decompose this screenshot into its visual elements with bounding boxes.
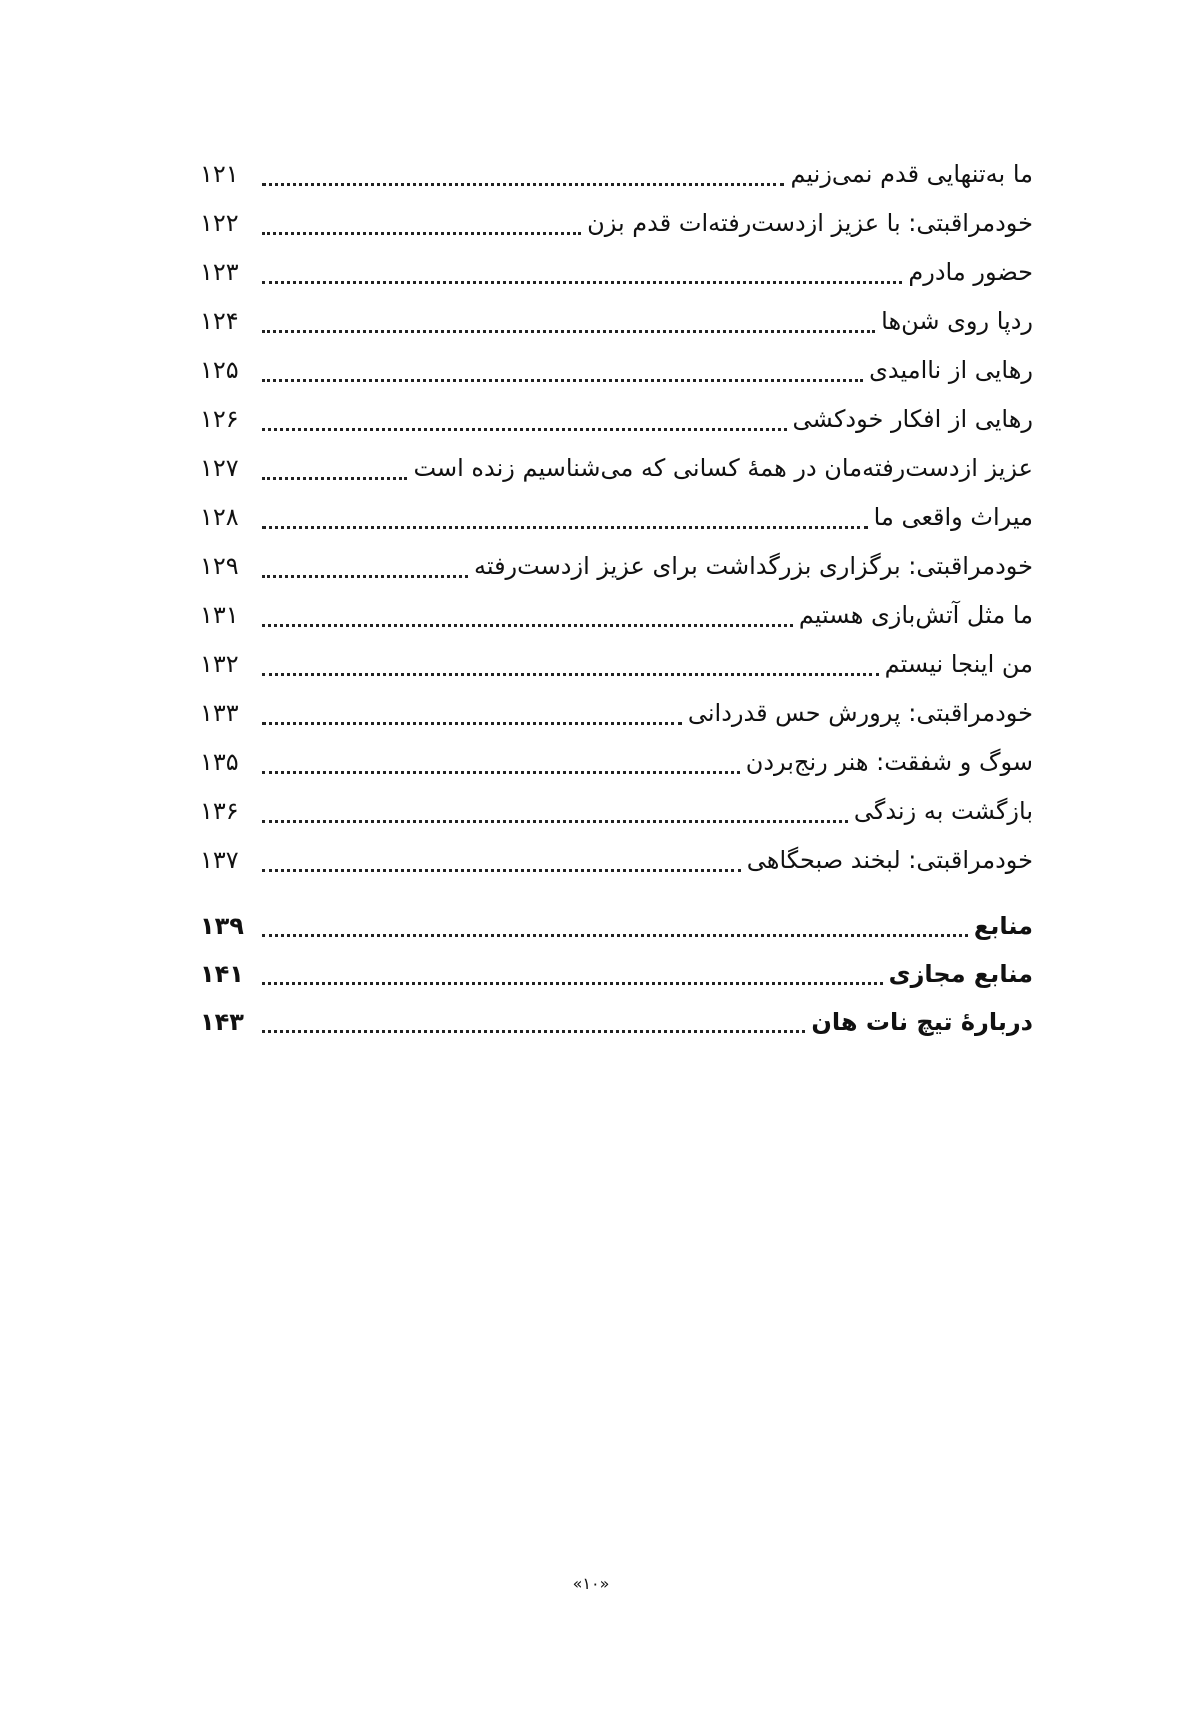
toc-entry-title: دربارهٔ تیچ نات هان — [811, 1008, 1033, 1036]
toc-entry-page: ۱۲۱ — [200, 160, 239, 188]
toc-entry-title: منابع مجازی — [888, 960, 1033, 988]
toc-entry-title: خودمراقبتی: پرورش حس قدردانی — [687, 699, 1033, 727]
toc-entry-page: ۱۲۵ — [200, 356, 239, 384]
dot-leader — [262, 477, 407, 480]
toc-entry-page: ۱۳۳ — [200, 699, 239, 727]
toc-entry[interactable] — [200, 791, 1033, 840]
toc-entry-title: خودمراقبتی: لبخند صبحگاهی — [746, 846, 1033, 874]
toc-entry[interactable] — [200, 448, 1033, 497]
toc-entry-title: رهایی از ناامیدی — [869, 356, 1033, 384]
toc-entry[interactable] — [200, 693, 1033, 742]
toc-entry-title: بازگشت به زندگی — [853, 797, 1033, 825]
toc-entry-title: حضور مادرم — [908, 258, 1033, 286]
dot-leader — [262, 232, 581, 235]
toc-entry-title: منابع — [973, 912, 1033, 940]
toc-section-entry[interactable] — [200, 954, 1033, 1002]
toc-entry-page: ۱۲۸ — [200, 503, 239, 531]
dot-leader — [262, 869, 741, 872]
toc-entry[interactable] — [200, 595, 1033, 644]
toc-entry-title: ما به‌تنهایی قدم نمی‌زنیم — [790, 160, 1033, 188]
toc-entry-page: ۱۲۷ — [200, 454, 239, 482]
toc-entry-page: ۱۲۲ — [200, 209, 239, 237]
toc-section-entry[interactable] — [200, 906, 1033, 954]
toc-entry[interactable] — [200, 399, 1033, 448]
toc-entry-title: خودمراقبتی: با عزیز ازدست‌رفته‌ات قدم بزن — [587, 209, 1033, 237]
toc-entry[interactable] — [200, 252, 1033, 301]
toc-entry-title: ردپا روی شن‌ها — [881, 307, 1033, 335]
page-number: «۱۰» — [572, 1574, 610, 1593]
toc-entry-page: ۱۳۵ — [200, 748, 239, 776]
dot-leader — [262, 1030, 805, 1033]
toc-entry[interactable] — [200, 742, 1033, 791]
dot-leader — [262, 934, 968, 937]
toc-entry[interactable] — [200, 301, 1033, 350]
toc-entry[interactable] — [200, 203, 1033, 252]
dot-leader — [262, 526, 868, 529]
dot-leader — [262, 379, 863, 382]
toc-entry-page: ۱۲۴ — [200, 307, 239, 335]
toc-entry-page: ۱۴۳ — [200, 1008, 244, 1036]
dot-leader — [262, 281, 902, 284]
table-of-contents — [200, 154, 1033, 1050]
dot-leader — [262, 982, 883, 985]
toc-entry-page: ۱۳۲ — [200, 650, 239, 678]
toc-entry[interactable] — [200, 497, 1033, 546]
toc-section-entry[interactable] — [200, 1002, 1033, 1050]
toc-entry-page: ۱۳۶ — [200, 797, 239, 825]
toc-entry-page: ۱۳۹ — [200, 912, 244, 940]
dot-leader — [262, 673, 879, 676]
toc-entry[interactable] — [200, 546, 1033, 595]
toc-entry-page: ۱۲۹ — [200, 552, 239, 580]
toc-entry-page: ۱۲۶ — [200, 405, 239, 433]
toc-entry[interactable] — [200, 154, 1033, 203]
toc-entry-title: رهایی از افکار خودکشی — [792, 405, 1033, 433]
section-gap — [200, 889, 1033, 906]
toc-entry-title: خودمراقبتی: برگزاری بزرگداشت برای عزیز ازدست‌رفته — [473, 552, 1033, 580]
toc-entry-title: ما مثل آتش‌بازی هستیم — [798, 601, 1033, 629]
toc-entry-page: ۱۲۳ — [200, 258, 239, 286]
toc-entry-title: عزیز ازدست‌رفته‌مان در همهٔ کسانی که می‌شناسیم زنده است — [413, 454, 1033, 482]
dot-leader — [262, 183, 784, 186]
toc-entry[interactable] — [200, 644, 1033, 693]
dot-leader — [262, 771, 740, 774]
toc-entry[interactable] — [200, 350, 1033, 399]
toc-entry-page: ۱۴۱ — [200, 960, 244, 988]
toc-entry-title: میراث واقعی ما — [873, 503, 1033, 531]
toc-entry[interactable] — [200, 840, 1033, 889]
dot-leader — [262, 624, 793, 627]
toc-entry-page: ۱۳۷ — [200, 846, 239, 874]
dot-leader — [262, 330, 875, 333]
dot-leader — [262, 575, 468, 578]
dot-leader — [262, 428, 787, 431]
toc-entry-title: سوگ و شفقت: هنر رنج‌بردن — [745, 748, 1033, 776]
toc-entry-title: من اینجا نیستم — [884, 650, 1033, 678]
dot-leader — [262, 722, 682, 725]
dot-leader — [262, 820, 848, 823]
toc-entry-page: ۱۳۱ — [200, 601, 239, 629]
